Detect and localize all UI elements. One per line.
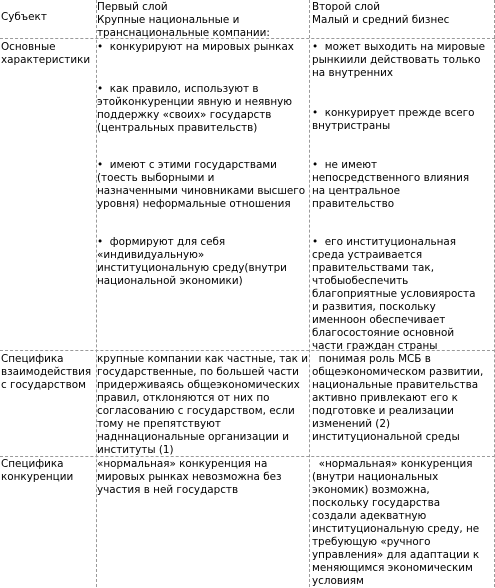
first-layer-point-1: • конкурируют на мировых рынках bbox=[97, 41, 294, 53]
second-layer-point-4: • его институциональная среда устраивается правительствами так, чтобыобеспечить благоприятные условияроста и развития, поскольку именноон обеспечивает благосостояние основной части граждан страны bbox=[312, 236, 476, 352]
header-first-layer: Первый слой Крупные национальные и транснациональные компании: bbox=[97, 1, 270, 39]
column-separator bbox=[309, 0, 310, 587]
row-label-state-interaction: Специфика взаимодействия с государством bbox=[1, 353, 92, 391]
first-layer-point-3: • имеют с этими государствами (тоесть выборными и назначенными чиновниками высшего уровня) неформальные отношения bbox=[97, 159, 306, 210]
first-layer-state-interaction: крупные компании как частные, так и государственные, по большей части придерживаясь общеэкономических правил, отклоняются от них по согласованию с государством, если тому не препятствуют надннациональные организации и институты (1) bbox=[97, 353, 308, 456]
first-layer-point-2: • как правило, используют в этойконкуренции явную и неявную поддержку «своих» государств (центральных правительств) bbox=[97, 83, 293, 134]
row-label-main-characteristics: Основные характеристики bbox=[1, 41, 91, 66]
row-label-competition: Специфика конкуренции bbox=[1, 458, 74, 483]
first-layer-competition: «нормальная» конкуренция на мировых рынках невозможна без участия в ней государств bbox=[97, 458, 282, 496]
second-layer-competition: «нормальная» конкуренция (внутри национальных экономик) возможна, поскольку государства создали адекватную институциональную среду, не требующую «ручного управления» для адаптации к меняющимся экономическим условиям bbox=[312, 458, 480, 587]
second-layer-state-interaction: понимая роль МСБ в общеэкономическом развитии, национальные правительства активно привлекают его к подготовке и реализации изменений (2) институциональной среды bbox=[312, 353, 484, 443]
header-subject: Субъект bbox=[1, 11, 47, 23]
second-layer-point-1: • может выходить на мировые рынкиили действовать только на внутренних bbox=[312, 41, 486, 79]
header-second-layer: Второй слой Малый и средний бизнес bbox=[312, 1, 450, 26]
second-layer-point-2: • конкурирует прежде всего внутристраны bbox=[312, 107, 475, 132]
second-layer-point-3: • не имеют непосредственного влияния на центральное правительство bbox=[312, 159, 470, 210]
first-layer-point-4: • формируют для себя «индивидуальную» институциональную среду(внутри национальной экономики) bbox=[97, 236, 287, 287]
